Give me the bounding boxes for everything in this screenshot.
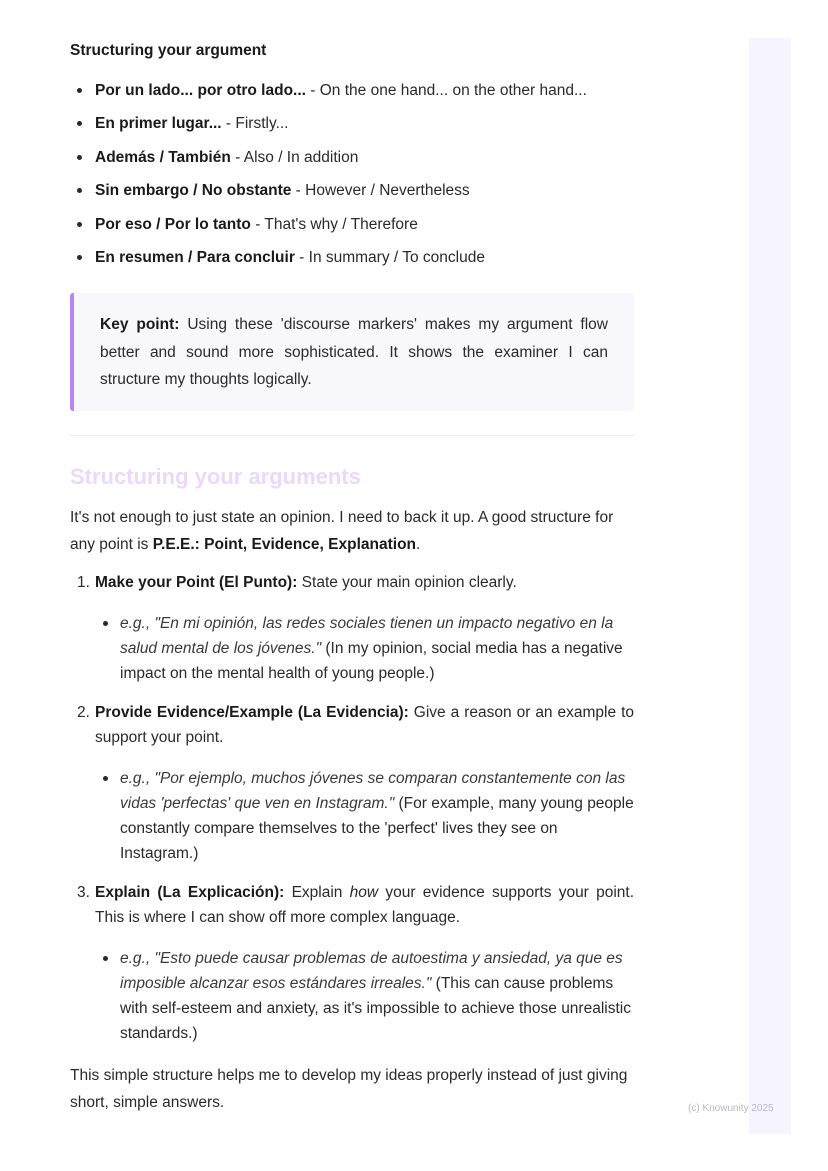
step-text-end: your evidence supports your point. This is where I can show off more complex language. <box>95 883 635 926</box>
example-spanish: e.g., "Esto puede causar problemas de autoestima y ansiedad, ya que es imposible alcanzar esos estándares irreales." <box>120 949 623 992</box>
subheading: Structuring your argument <box>70 42 267 59</box>
intro-bold: Point, Evidence, Explanation <box>199 535 417 553</box>
divider <box>70 435 634 436</box>
list-item <box>70 141 634 174</box>
callout-label: Key point: <box>100 316 180 334</box>
closing-paragraph: This simple structure helps me to develop my ideas properly instead of just giving short, simple answers. <box>70 1066 628 1111</box>
step-text: State your main opinion clearly. <box>297 573 517 591</box>
example-spanish: e.g., "Por ejemplo, muchos jóvenes se comparan constantemente con las vidas 'perfectas' que ven en Instagram." <box>120 769 626 812</box>
list-item <box>70 241 634 274</box>
example-spanish: e.g., "En mi opinión, las redes sociales tienen un impacto negativo en la salud mental de los jóvenes." <box>120 614 614 657</box>
list-item <box>70 107 634 140</box>
step-title: Provide Evidence/Example (La Evidencia): <box>95 703 409 721</box>
key-point-callout <box>70 293 634 411</box>
marker-meaning: - However / Nevertheless <box>291 182 470 200</box>
step-text: Give a reason or an example to support your point. <box>95 703 634 746</box>
step-item <box>70 570 634 686</box>
step-example <box>120 946 634 1046</box>
marker-meaning: - In summary / To conclude <box>294 249 485 267</box>
marker-phrase: Sin embargo / No obstante <box>95 182 292 200</box>
page-side-strip <box>749 38 791 1134</box>
pee-steps-list <box>70 570 634 1046</box>
step-title: Make your Point (El Punto): <box>95 573 298 591</box>
section-title: Structuring your arguments <box>70 463 361 489</box>
intro-acronym: P.E.E.: <box>152 535 200 553</box>
copyright-watermark: (c) Knowunity 2025 <box>688 1103 774 1114</box>
step-example <box>120 611 634 686</box>
marker-phrase: Además / También <box>95 148 231 166</box>
section-intro <box>70 504 634 558</box>
step-number: 3. <box>77 883 90 901</box>
intro-text: It's not enough to just state an opinion. I need to back it up. A good structure for any point is <box>70 508 614 553</box>
document-page <box>70 36 634 1116</box>
list-item <box>70 74 634 107</box>
marker-phrase: En resumen / Para concluir <box>95 249 295 267</box>
marker-meaning: - On the one hand... on the other hand... <box>305 82 587 99</box>
example-translation: (For example, many young people constantly compare themselves to the 'perfect' lives they see on Instagram.) <box>120 794 634 862</box>
step-text: Explain <box>284 883 350 901</box>
example-translation: (This can cause problems with self-esteem and anxiety, as it's impossible to achieve those unrealistic standards.) <box>120 974 631 1042</box>
discourse-marker-list <box>70 74 634 274</box>
list-item <box>70 208 634 241</box>
marker-phrase: Por eso / Por lo tanto <box>95 215 251 233</box>
marker-meaning: - That's why / Therefore <box>250 215 418 233</box>
step-title: Explain (La Explicación): <box>95 883 285 901</box>
marker-meaning: - Firstly... <box>221 115 289 133</box>
marker-phrase: En primer lugar... <box>95 115 222 133</box>
step-item <box>70 700 634 866</box>
marker-meaning: - Also / In addition <box>230 148 359 166</box>
step-number: 2. <box>77 703 90 721</box>
callout-text: Using these 'discourse markers' makes my argument flow better and sound more sophisticated. It shows the examiner I can structure my thoughts logically. <box>100 316 608 389</box>
list-item <box>70 174 634 207</box>
example-translation: (In my opinion, social media has a negative impact on the mental health of young people.) <box>120 639 623 682</box>
step-text-emphasis: how <box>349 883 379 901</box>
step-example <box>120 766 634 866</box>
step-number: 1. <box>77 573 90 591</box>
marker-phrase: Por un lado... por otro lado... <box>95 82 306 99</box>
intro-end: . <box>416 535 421 553</box>
step-item <box>70 880 634 1046</box>
